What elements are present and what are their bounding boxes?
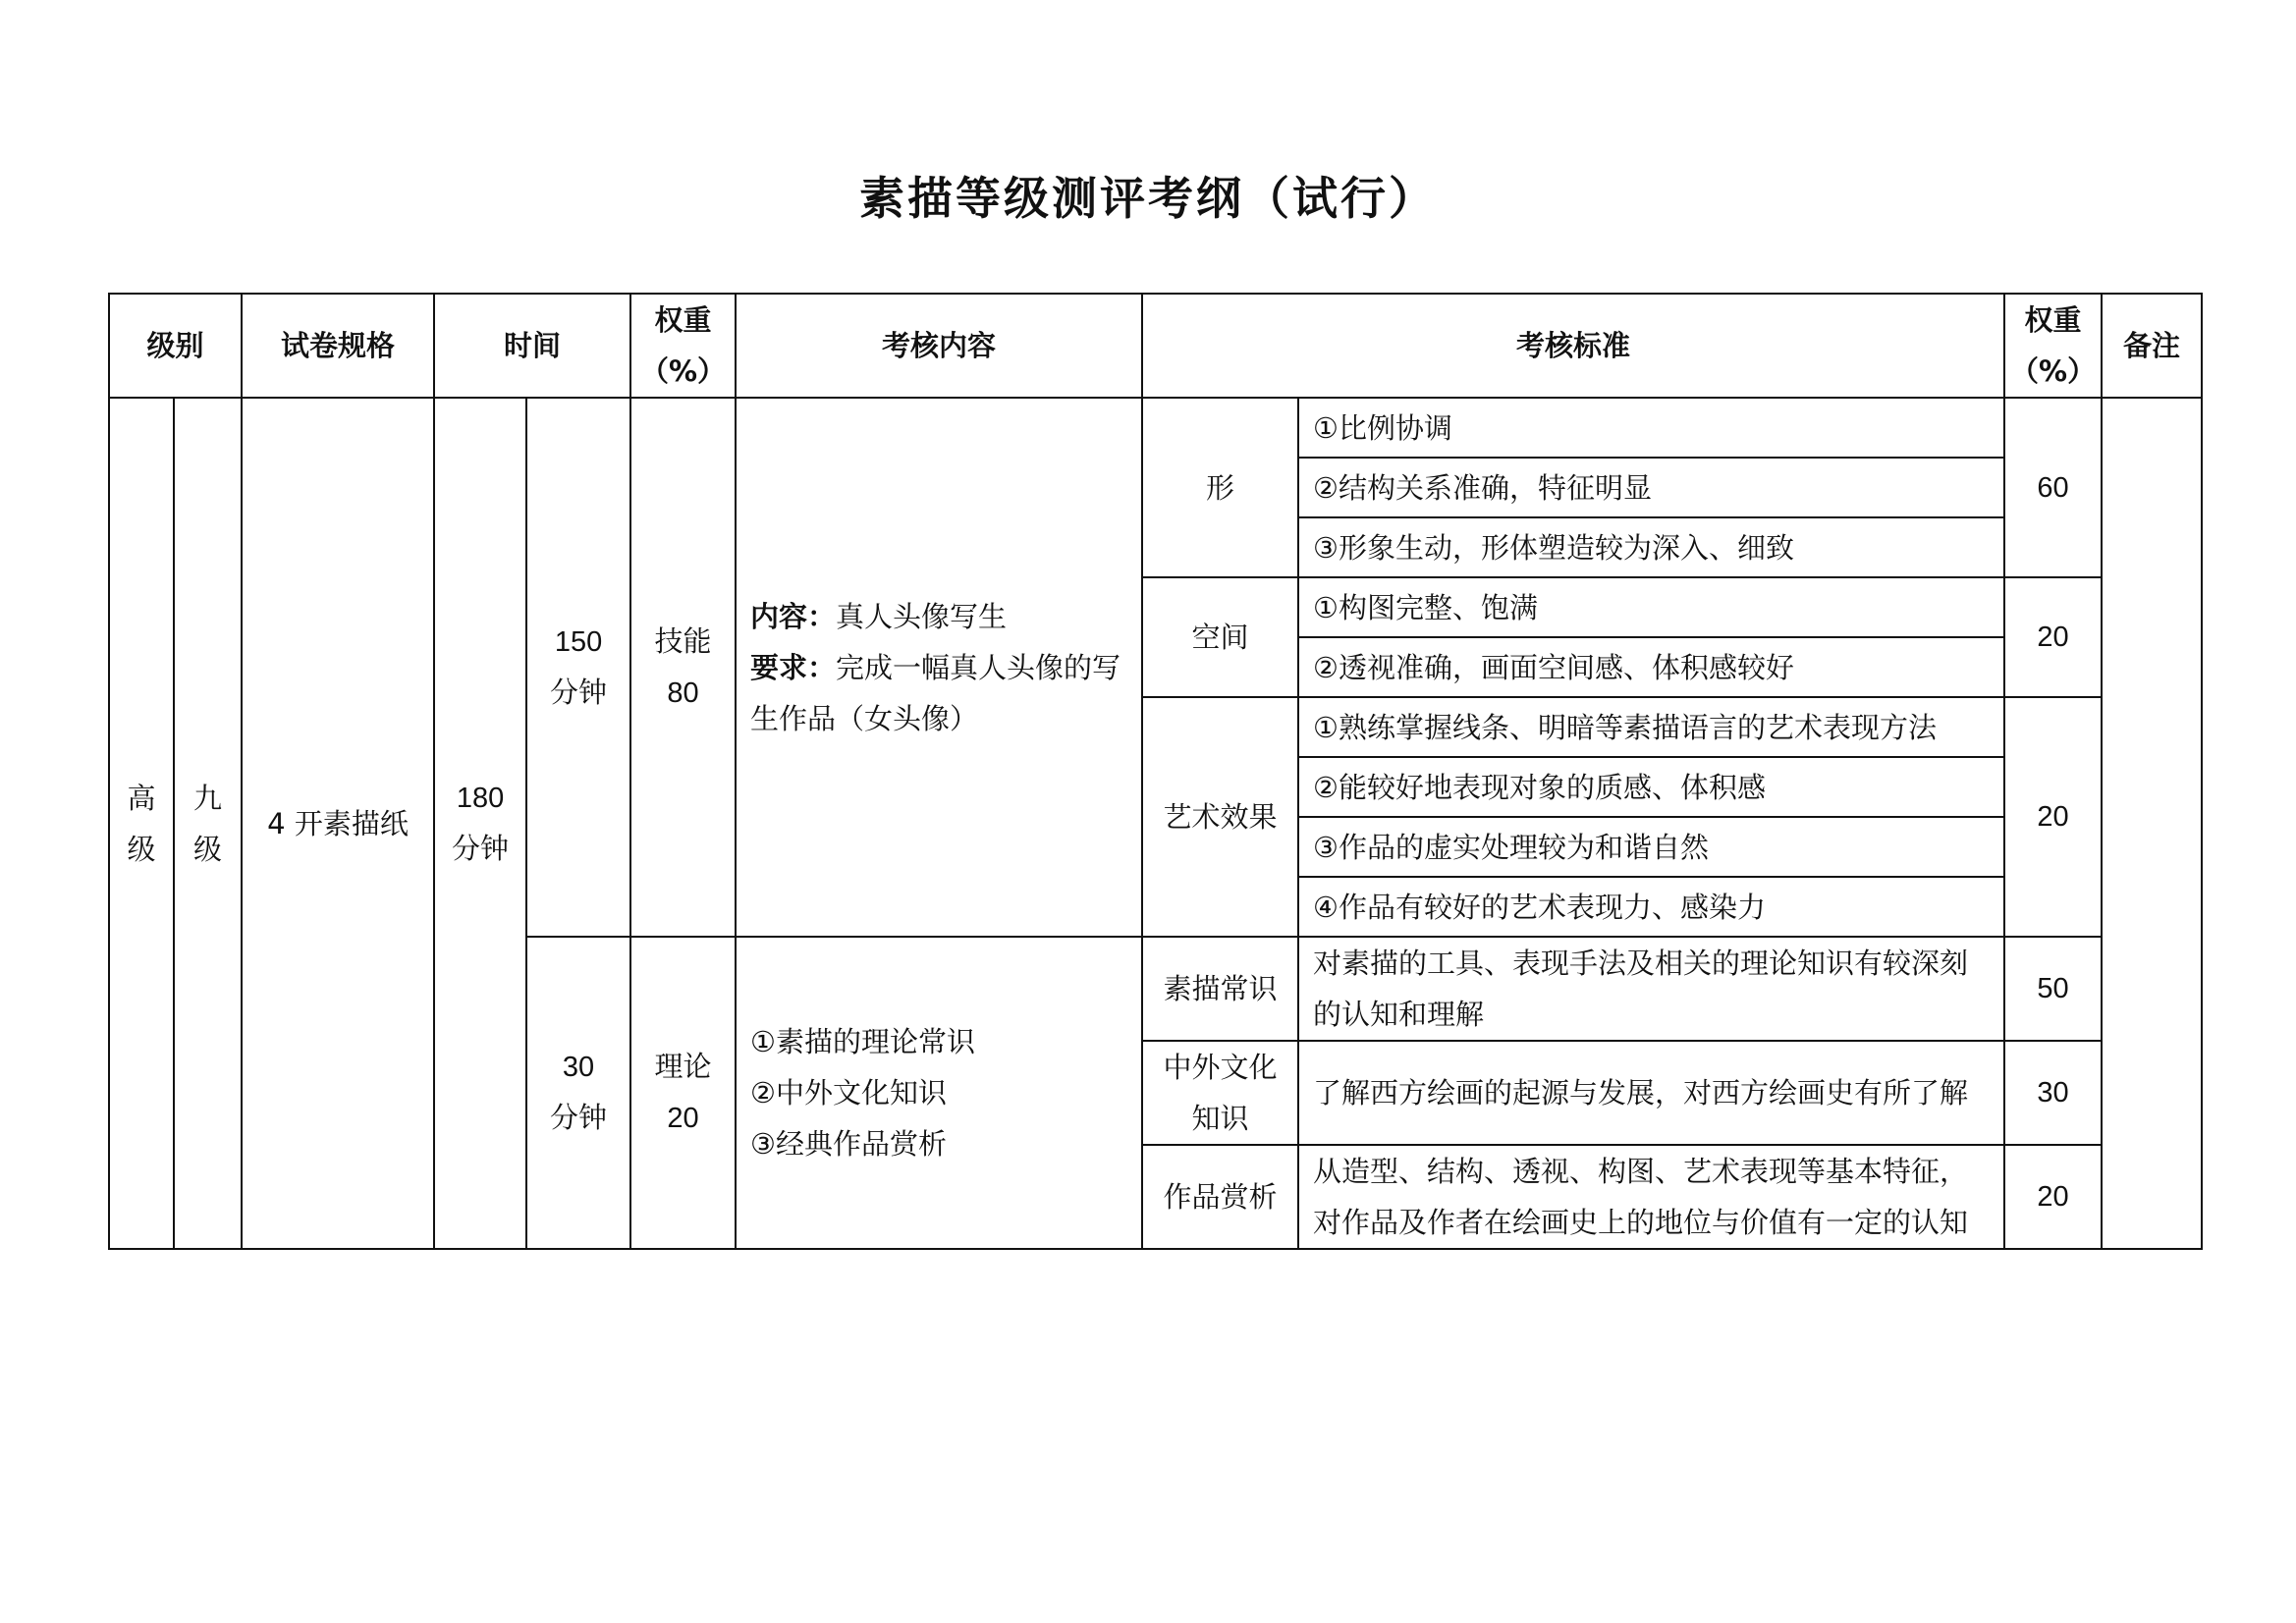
criterion-item: ②透视准确，画面空间感、体积感较好 [1298, 637, 2004, 697]
criterion-category: 中外文化知识 [1142, 1041, 1298, 1145]
header-weight-2 [2004, 294, 2102, 398]
criterion-category: 艺术效果 [1142, 697, 1298, 937]
theory-content-item: ①素描的理论常识 [750, 1025, 976, 1058]
level-grade [174, 398, 242, 1249]
theory-time-unit: 分钟 [550, 1103, 608, 1134]
skill-time [526, 398, 630, 937]
criterion-weight: 20 [2004, 697, 2102, 937]
criterion-category: 空间 [1142, 577, 1298, 697]
theory-time [526, 937, 630, 1249]
skill-content-label1: 内容： [750, 599, 837, 633]
criterion-item: ③作品的虚实处理较为和谐自然 [1298, 817, 2004, 877]
criterion-item: ③形象生动，形体塑造较为深入、细致 [1298, 517, 2004, 577]
criterion-weight: 60 [2004, 398, 2102, 577]
skill-content-label2: 要求： [750, 650, 837, 684]
header-weight2-line2: （%） [2010, 354, 2097, 388]
skill-content-line1 [750, 591, 1127, 642]
exam-outline-table [108, 293, 2203, 1250]
total-time-value: 180 [456, 782, 505, 814]
header-weight [630, 294, 736, 398]
theory-type [630, 937, 736, 1249]
header-paper-spec: 试卷规格 [242, 294, 434, 398]
criterion-category: 素描常识 [1142, 937, 1298, 1041]
skill-content [736, 398, 1142, 937]
header-time: 时间 [434, 294, 630, 398]
criterion-item: ①构图完整、饱满 [1298, 577, 2004, 637]
header-content: 考核内容 [736, 294, 1142, 398]
header-row [109, 294, 2202, 398]
header-weight-line2: （%） [640, 354, 727, 388]
theory-time-value: 30 [562, 1052, 595, 1083]
criterion-category: 形 [1142, 398, 1298, 577]
criterion-category: 作品赏析 [1142, 1145, 1298, 1249]
criterion-text: 从造型、结构、透视、构图、艺术表现等基本特征，对作品及作者在绘画史上的地位与价值有一定的认知 [1298, 1145, 2004, 1249]
header-standard: 考核标准 [1142, 294, 2004, 398]
skill-type-label: 技能 [654, 625, 712, 658]
skill-type [630, 398, 736, 937]
paper-spec: 4 开素描纸 [242, 398, 434, 1249]
header-remark: 备注 [2102, 294, 2202, 398]
header-level: 级别 [109, 294, 242, 398]
skill-time-value: 150 [554, 625, 603, 658]
theory-content-item: ③经典作品赏析 [750, 1127, 948, 1161]
theory-type-weight: 20 [667, 1103, 699, 1134]
table-row [109, 398, 2202, 458]
total-time [434, 398, 526, 1249]
level-grade-text: 九级 [192, 781, 222, 866]
skill-content-text1: 真人头像写生 [836, 599, 1008, 633]
criterion-item: ②能较好地表现对象的质感、体积感 [1298, 757, 2004, 817]
criterion-item: ①熟练掌握线条、明暗等素描语言的艺术表现方法 [1298, 697, 2004, 757]
level-tier-text: 高级 [127, 781, 156, 866]
criterion-item: ①比例协调 [1298, 398, 2004, 458]
header-weight2-line1: 权重 [2024, 303, 2082, 337]
header-weight-line1: 权重 [654, 303, 712, 337]
total-time-unit: 分钟 [452, 833, 510, 865]
criterion-item: ④作品有较好的艺术表现力、感染力 [1298, 877, 2004, 937]
criterion-weight: 20 [2004, 1145, 2102, 1249]
criterion-weight: 30 [2004, 1041, 2102, 1145]
theory-content [736, 937, 1142, 1249]
theory-content-item: ②中外文化知识 [750, 1076, 948, 1109]
skill-content-line2 [750, 642, 1127, 744]
criterion-weight: 20 [2004, 577, 2102, 697]
criterion-text: 了解西方绘画的起源与发展，对西方绘画史有所了解 [1298, 1041, 2004, 1145]
skill-time-unit: 分钟 [550, 676, 608, 709]
remark-cell [2102, 398, 2202, 1249]
criterion-text: 对素描的工具、表现手法及相关的理论知识有较深刻的认知和理解 [1298, 937, 2004, 1041]
document-title: 素描等级测评考纲（试行） [859, 172, 1437, 225]
level-tier [109, 398, 174, 1249]
criterion-item: ②结构关系准确，特征明显 [1298, 458, 2004, 517]
skill-content-text2: 完成一幅真人头像的写生作品（女头像） [750, 650, 1121, 735]
criterion-weight: 50 [2004, 937, 2102, 1041]
theory-type-label: 理论 [654, 1052, 712, 1083]
skill-type-weight: 80 [667, 676, 699, 709]
